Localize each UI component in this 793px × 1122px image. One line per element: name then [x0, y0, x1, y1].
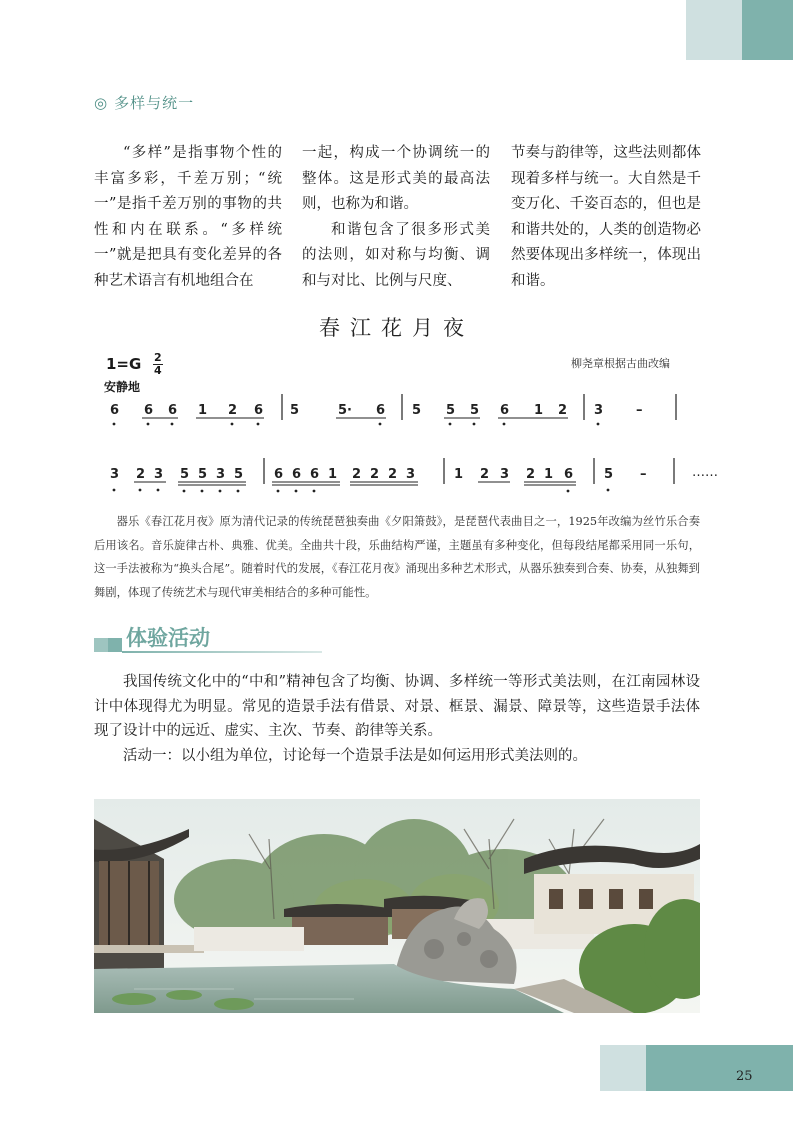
activity-task: 活动一：以小组为单位，讨论每一个造景手法是如何运用形式美法则的。: [123, 747, 587, 764]
note: 5: [412, 403, 422, 418]
section-heading-text: 多样与统一: [114, 94, 195, 112]
header-square-decoration: [94, 638, 108, 652]
note: 5: [180, 467, 190, 482]
corner-decoration-dark: [742, 0, 793, 60]
header-square-decoration: [108, 638, 122, 652]
note: 6: [274, 467, 284, 482]
paragraph: “多样”是指事物个性的丰富多彩，千差万别；“统一”是指千差万别的事物的共性和内在联系。“多样统一”就是把具有变化差异的各种艺术语言有机地组合在: [94, 145, 282, 289]
time-numerator: 2: [154, 351, 162, 364]
corner-decoration-light: [686, 0, 742, 60]
score-title: 春江花月夜: [319, 316, 474, 340]
note: 2: [526, 467, 536, 482]
note: 6: [292, 467, 302, 482]
note: 5·: [338, 403, 352, 418]
note: 6: [310, 467, 320, 482]
note: 5: [604, 467, 614, 482]
corner-decoration-dark: [646, 1045, 793, 1091]
activity-body: [94, 670, 700, 768]
circle-bullet-icon: ◎: [94, 94, 109, 112]
note: 3: [406, 467, 416, 482]
note: –: [636, 403, 643, 418]
note: 5: [290, 403, 300, 418]
note: 2: [136, 467, 146, 482]
note: 6: [168, 403, 178, 418]
key-signature: 1=G: [106, 355, 142, 373]
time-denominator: 4: [154, 364, 162, 377]
note: 1: [328, 467, 338, 482]
text-column-2: [302, 141, 490, 294]
note: 2: [388, 467, 398, 482]
ellipsis: ……: [692, 465, 718, 480]
note: –: [640, 467, 647, 482]
paragraph: 节奏与韵律等，这些法则都体现着多样与统一。大自然是千变万化、千姿百态的，但也是和谐共处的，人类的创造物必然要体现出多样统一，体现出和谐。: [511, 145, 701, 289]
arranger-credit: 柳尧章根据古曲改编: [571, 357, 670, 370]
note: 3: [216, 467, 226, 482]
note: 1: [534, 403, 544, 418]
activity-paragraph: 我国传统文化中的“中和”精神包含了均衡、协调、多样统一等形式美法则，在江南园林设计中体现得尤为明显。常见的造景手法有借景、对景、框景、漏景、障景等，这些造景手法体现了设计中的远近、虚实、主次、节奏、韵律等关系。: [94, 674, 700, 739]
note: 5: [470, 403, 480, 418]
garden-photo: [94, 799, 700, 1013]
activity-title: 体验活动: [126, 626, 210, 650]
note: 6: [564, 467, 574, 482]
music-caption: [94, 510, 700, 604]
note: 6: [144, 403, 154, 418]
time-signature: [153, 352, 163, 377]
paragraph: 一起，构成一个协调统一的整体。这是形式美的最高法则，也称为和谐。: [302, 145, 490, 212]
note: 6: [110, 403, 120, 418]
jiangnan-garden-illustration: [94, 799, 700, 1013]
note: 3: [500, 467, 510, 482]
tempo-marking: 安静地: [104, 380, 141, 394]
note: 2: [352, 467, 362, 482]
numbered-musical-notation: [100, 390, 740, 500]
note: 2: [480, 467, 490, 482]
text-column-1: [94, 141, 282, 294]
note: 2: [228, 403, 238, 418]
page-number: 25: [736, 1069, 753, 1084]
note: 5: [234, 467, 244, 482]
note: 1: [198, 403, 208, 418]
caption-paragraph: 器乐《春江花月夜》原为清代记录的传统琵琶独奏曲《夕阳箫鼓》，是琵琶代表曲目之一，1925年改编为丝竹乐合奏后用该名。音乐旋律古朴、典雅、优美。全曲共十段，乐曲结构严谨，主题虽有多种变化，但每段结尾都采用同一乐句，这一手法被称为“换头合尾”。随着时代的发展，《春江花月夜》涌现出多种艺术形式，从器乐独奏到合奏、协奏，从独舞到舞剧，体现了传统艺术与现代审美相结合的多种可能性。: [94, 515, 700, 599]
corner-decoration-light: [600, 1045, 646, 1091]
note: 6: [500, 403, 510, 418]
note: 5: [198, 467, 208, 482]
note: 3: [594, 403, 604, 418]
note: 3: [154, 467, 164, 482]
note: 6: [254, 403, 264, 418]
note: 2: [370, 467, 380, 482]
paragraph: 和谐包含了很多形式美的法则，如对称与均衡、调和与对比、比例与尺度、: [302, 221, 490, 289]
note: 3: [110, 467, 120, 482]
text-column-3: [511, 141, 701, 294]
note: 6: [376, 403, 386, 418]
note: 1: [544, 467, 554, 482]
note: 5: [446, 403, 456, 418]
section-heading: [94, 92, 194, 113]
note: 2: [558, 403, 568, 418]
note: 1: [454, 467, 464, 482]
